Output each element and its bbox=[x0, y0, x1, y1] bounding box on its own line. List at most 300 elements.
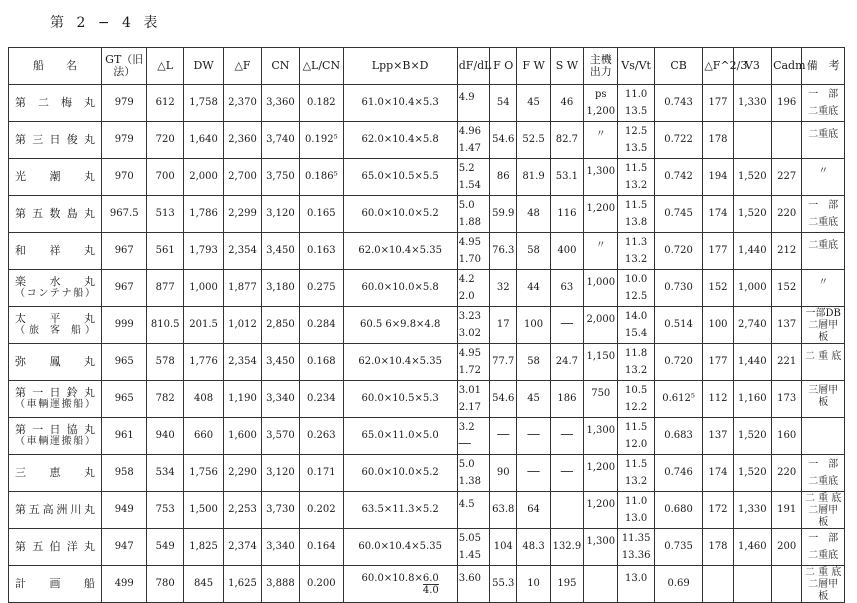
light-displacement-value: 753 bbox=[147, 492, 183, 529]
table-row bbox=[9, 85, 845, 122]
engine-power-value bbox=[584, 233, 618, 270]
cubic-number-value: 3,120 bbox=[261, 196, 299, 233]
draft-ratio-value-line: 2.17 bbox=[458, 401, 482, 413]
draft-ratio-value bbox=[457, 418, 489, 455]
ship-type: （車輌運搬船） bbox=[15, 399, 95, 410]
cubic-number-value: 3,750 bbox=[261, 159, 299, 196]
speed-cubed-value: 1,000 bbox=[733, 270, 771, 307]
displacement-power-value: 137 bbox=[703, 418, 733, 455]
full-displacement-value: 2,354 bbox=[224, 233, 261, 270]
admiralty-coefficient-value: 160 bbox=[772, 418, 802, 455]
full-displacement-value: 1,600 bbox=[224, 418, 261, 455]
column-header: CN bbox=[261, 48, 299, 85]
draft-ratio-value bbox=[457, 196, 489, 233]
admiralty-coefficient-value: 200 bbox=[772, 529, 802, 566]
remark-value bbox=[802, 529, 845, 566]
cubic-number-value: 3,888 bbox=[261, 566, 299, 603]
light-displacement-value: 561 bbox=[147, 233, 183, 270]
dimensions-text: 63.5×11.3×5.2 bbox=[361, 504, 439, 515]
fresh-water-value: 52.5 bbox=[517, 122, 550, 159]
draft-ratio-value-line: 3.02 bbox=[458, 327, 482, 339]
cubic-number-value: 3,340 bbox=[261, 381, 299, 418]
column-header: △F^2/3 bbox=[703, 48, 733, 85]
dimensions-value bbox=[343, 85, 457, 122]
deadweight-value: 1,640 bbox=[183, 122, 223, 159]
dimensions-value bbox=[343, 566, 457, 603]
fuel-oil-value: 104 bbox=[490, 529, 517, 566]
speed-value bbox=[618, 455, 654, 492]
fresh-water-value: 81.9 bbox=[517, 159, 550, 196]
deadweight-value: 1,000 bbox=[183, 270, 223, 307]
block-coefficient-value: 0.720 bbox=[654, 344, 703, 381]
displacement-ratio-value: 0.163 bbox=[300, 233, 343, 270]
speed-value-line: 11.5 bbox=[625, 199, 648, 211]
engine-power-value-line: 1,200 bbox=[586, 105, 616, 117]
dimensions-text: 65.0×11.0×5.0 bbox=[361, 430, 439, 441]
engine-power-value bbox=[584, 455, 618, 492]
fuel-oil-value: ── bbox=[490, 418, 517, 455]
gt-value: 967 bbox=[102, 233, 147, 270]
speed-value-line: 14.0 bbox=[625, 310, 648, 322]
deadweight-value: 408 bbox=[183, 381, 223, 418]
block-coefficient-value: 0.680 bbox=[654, 492, 703, 529]
dimensions-value bbox=[343, 381, 457, 418]
engine-power-value bbox=[584, 85, 618, 122]
remark-value-line: 一 部 bbox=[808, 532, 839, 544]
speed-value-line: 13.0 bbox=[625, 572, 648, 584]
table-row bbox=[9, 233, 845, 270]
dimensions-value bbox=[343, 529, 457, 566]
column-header: Lpp×B×D bbox=[343, 48, 457, 85]
displacement-power-value: 172 bbox=[703, 492, 733, 529]
column-header: DW bbox=[183, 48, 223, 85]
fuel-oil-value: 90 bbox=[490, 455, 517, 492]
ship-name: 第五高洲川丸 bbox=[15, 503, 95, 516]
fresh-water-value: 45 bbox=[517, 85, 550, 122]
fresh-water-value: 48.3 bbox=[517, 529, 550, 566]
fresh-water-value: 48 bbox=[517, 196, 550, 233]
remark-value-line: 二重底 bbox=[808, 549, 839, 561]
dimensions-text: 60.0×10.5×5.3 bbox=[361, 393, 439, 404]
block-coefficient-value: 0.742 bbox=[654, 159, 703, 196]
dimensions-value bbox=[343, 418, 457, 455]
draft-ratio-value-line: 1.38 bbox=[458, 475, 482, 487]
fuel-oil-value: 17 bbox=[490, 307, 517, 344]
fuel-oil-value: 86 bbox=[490, 159, 517, 196]
ship-name: 第 一 日 鈴 丸 bbox=[15, 386, 95, 399]
engine-power-value-line: ps bbox=[594, 88, 607, 100]
speed-value-line: 13.5 bbox=[625, 105, 648, 117]
dimensions-value bbox=[343, 270, 457, 307]
speed-cubed-value: 1,440 bbox=[733, 344, 771, 381]
displacement-ratio-value: 0.192⁵ bbox=[300, 122, 343, 159]
speed-value-line: 13.2 bbox=[625, 475, 648, 487]
draft-ratio-value bbox=[457, 344, 489, 381]
ship-name-cell bbox=[9, 196, 102, 233]
displacement-power-value: 194 bbox=[703, 159, 733, 196]
table-row bbox=[9, 381, 845, 418]
ship-comparison-table bbox=[8, 47, 845, 603]
dimensions-text: 60.0×10.0×5.2 bbox=[361, 208, 439, 219]
ship-name: 弥 鳳 丸 bbox=[15, 355, 95, 368]
draft-ratio-value bbox=[457, 455, 489, 492]
full-displacement-value: 2,299 bbox=[224, 196, 261, 233]
speed-cubed-value bbox=[733, 566, 771, 603]
deadweight-value: 1,825 bbox=[183, 529, 223, 566]
gt-value: 949 bbox=[102, 492, 147, 529]
light-displacement-value: 700 bbox=[147, 159, 183, 196]
block-coefficient-value: 0.743 bbox=[654, 85, 703, 122]
speed-value-line: 15.4 bbox=[625, 327, 648, 339]
remark-value-line: 〃 bbox=[818, 276, 829, 288]
engine-power-value-line: 1,000 bbox=[586, 276, 616, 288]
deadweight-value: 660 bbox=[183, 418, 223, 455]
gt-value: 965 bbox=[102, 381, 147, 418]
speed-cubed-value: 1,520 bbox=[733, 196, 771, 233]
light-displacement-value: 810.5 bbox=[147, 307, 183, 344]
sea-water-value: 195 bbox=[550, 566, 583, 603]
admiralty-coefficient-value: 227 bbox=[772, 159, 802, 196]
speed-value bbox=[618, 529, 654, 566]
sea-water-value: 53.1 bbox=[550, 159, 583, 196]
displacement-power-value: 177 bbox=[703, 233, 733, 270]
remark-value-line: 一 部 bbox=[808, 458, 839, 470]
displacement-ratio-value: 0.186⁵ bbox=[300, 159, 343, 196]
speed-value-line: 11.5 bbox=[625, 421, 648, 433]
displacement-power-value bbox=[703, 566, 733, 603]
ship-name-cell bbox=[9, 492, 102, 529]
column-header: F O bbox=[490, 48, 517, 85]
dimensions-text: 62.0×10.4×5.35 bbox=[358, 245, 442, 256]
fuel-oil-value: 76.3 bbox=[490, 233, 517, 270]
remark-value-line: 二重底 bbox=[808, 128, 839, 140]
draft-ratio-value-line: 3.2 bbox=[458, 421, 475, 433]
column-header: 船 名 bbox=[9, 48, 102, 85]
speed-value-line: 13.2 bbox=[625, 179, 648, 191]
cubic-number-value: 3,340 bbox=[261, 529, 299, 566]
light-displacement-value: 780 bbox=[147, 566, 183, 603]
light-displacement-value: 940 bbox=[147, 418, 183, 455]
ship-name: 太 平 丸 bbox=[15, 312, 95, 325]
block-coefficient-value: 0.720 bbox=[654, 233, 703, 270]
engine-power-value-line: 1,300 bbox=[586, 535, 616, 547]
depth-fraction bbox=[423, 573, 439, 596]
displacement-ratio-value: 0.164 bbox=[300, 529, 343, 566]
fuel-oil-value: 63.8 bbox=[490, 492, 517, 529]
draft-ratio-value bbox=[457, 159, 489, 196]
displacement-ratio-value: 0.168 bbox=[300, 344, 343, 381]
dimensions-text: 60.0×10.8× bbox=[361, 572, 423, 584]
ship-name: 第 三 日 俊 丸 bbox=[15, 133, 95, 146]
displacement-power-value: 100 bbox=[703, 307, 733, 344]
light-displacement-value: 534 bbox=[147, 455, 183, 492]
full-displacement-value: 2,374 bbox=[224, 529, 261, 566]
sea-water-value: 46 bbox=[550, 85, 583, 122]
ship-type: （コンテナ船） bbox=[15, 288, 95, 299]
displacement-ratio-value: 0.275 bbox=[300, 270, 343, 307]
ship-name-cell bbox=[9, 270, 102, 307]
ship-name: 第 五 数 島 丸 bbox=[15, 207, 95, 220]
engine-power-value bbox=[584, 529, 618, 566]
light-displacement-value: 782 bbox=[147, 381, 183, 418]
admiralty-coefficient-value: 191 bbox=[772, 492, 802, 529]
fuel-oil-value: 55.3 bbox=[490, 566, 517, 603]
deadweight-value: 1,786 bbox=[183, 196, 223, 233]
admiralty-coefficient-value: 220 bbox=[772, 196, 802, 233]
remark-value bbox=[802, 233, 845, 270]
gt-value: 499 bbox=[102, 566, 147, 603]
speed-value-line: 11.8 bbox=[625, 347, 648, 359]
draft-ratio-value-line: 2.0 bbox=[458, 290, 475, 302]
displacement-ratio-value: 0.284 bbox=[300, 307, 343, 344]
fresh-water-value: ── bbox=[517, 418, 550, 455]
remark-value-line: 一部DB bbox=[805, 308, 841, 319]
block-coefficient-value: 0.722 bbox=[654, 122, 703, 159]
speed-cubed-value: 1,460 bbox=[733, 529, 771, 566]
ship-name-cell bbox=[9, 85, 102, 122]
draft-ratio-value-line: 3.23 bbox=[458, 310, 482, 322]
displacement-power-value: 177 bbox=[703, 85, 733, 122]
engine-power-value-line: 2,000 bbox=[586, 313, 616, 325]
remark-value bbox=[802, 307, 845, 344]
speed-value bbox=[618, 270, 654, 307]
speed-value bbox=[618, 492, 654, 529]
ship-name: 計 画 船 bbox=[15, 577, 95, 590]
dimensions-text: 65.0×10.5×5.5 bbox=[361, 171, 439, 182]
ship-name: 第 一 日 協 丸 bbox=[15, 423, 95, 436]
column-header: 主機出力 bbox=[584, 48, 618, 85]
ship-name-cell bbox=[9, 122, 102, 159]
cubic-number-value: 3,450 bbox=[261, 233, 299, 270]
light-displacement-value: 578 bbox=[147, 344, 183, 381]
deadweight-value: 2,000 bbox=[183, 159, 223, 196]
displacement-power-value: 112 bbox=[703, 381, 733, 418]
full-displacement-value: 2,290 bbox=[224, 455, 261, 492]
column-header: △F bbox=[224, 48, 261, 85]
remark-value-line: 二 重 底 bbox=[805, 567, 842, 578]
light-displacement-value: 549 bbox=[147, 529, 183, 566]
ship-name-cell bbox=[9, 159, 102, 196]
remark-value-line: 二層甲板 bbox=[808, 505, 839, 528]
displacement-power-value: 174 bbox=[703, 196, 733, 233]
speed-cubed-value: 1,160 bbox=[733, 381, 771, 418]
ship-name-cell bbox=[9, 233, 102, 270]
gt-value: 967.5 bbox=[102, 196, 147, 233]
column-header: △L bbox=[147, 48, 183, 85]
admiralty-coefficient-value: 137 bbox=[772, 307, 802, 344]
fresh-water-value: 10 bbox=[517, 566, 550, 603]
cubic-number-value: 3,450 bbox=[261, 344, 299, 381]
draft-ratio-value-line: 1.70 bbox=[458, 253, 482, 265]
full-displacement-value: 2,360 bbox=[224, 122, 261, 159]
remark-value bbox=[802, 381, 845, 418]
draft-ratio-value-line: 1.72 bbox=[458, 364, 482, 376]
sea-water-value: 132.9 bbox=[550, 529, 583, 566]
fresh-water-value: 58 bbox=[517, 344, 550, 381]
engine-power-value-line: 1,300 bbox=[586, 165, 616, 177]
remark-value-line: 一 部 bbox=[808, 88, 839, 100]
speed-value bbox=[618, 418, 654, 455]
speed-value-line: 12.5 bbox=[625, 290, 648, 302]
sea-water-value: 186 bbox=[550, 381, 583, 418]
dimensions-text: 62.0×10.4×5.8 bbox=[361, 134, 439, 145]
draft-ratio-value-line: 4.2 bbox=[458, 273, 475, 285]
column-header: Cadm bbox=[772, 48, 802, 85]
column-header: dF/dL bbox=[457, 48, 489, 85]
gt-value: 947 bbox=[102, 529, 147, 566]
admiralty-coefficient-value bbox=[772, 122, 802, 159]
speed-value-line: 13.2 bbox=[625, 364, 648, 376]
fraction-numerator: 6.0 bbox=[422, 572, 439, 584]
draft-ratio-value-line: 4.95 bbox=[458, 236, 482, 248]
remark-value-line: 一 部 bbox=[808, 199, 839, 211]
block-coefficient-value: 0.745 bbox=[654, 196, 703, 233]
speed-value-line: 11.3 bbox=[625, 236, 648, 248]
speed-value-line: 11.0 bbox=[625, 88, 648, 100]
draft-ratio-value bbox=[457, 85, 489, 122]
full-displacement-value: 2,700 bbox=[224, 159, 261, 196]
remark-value bbox=[802, 418, 845, 455]
cubic-number-value: 3,120 bbox=[261, 455, 299, 492]
draft-ratio-value bbox=[457, 233, 489, 270]
gt-value: 999 bbox=[102, 307, 147, 344]
fresh-water-value: 58 bbox=[517, 233, 550, 270]
dimensions-value bbox=[343, 122, 457, 159]
remark-value-line: 二 重 底 bbox=[805, 493, 842, 504]
sea-water-value: 63 bbox=[550, 270, 583, 307]
draft-ratio-value-line: 1.45 bbox=[458, 549, 482, 561]
column-header: GT（旧法） bbox=[102, 48, 147, 85]
engine-power-value bbox=[584, 344, 618, 381]
draft-ratio-value-line: 1.47 bbox=[458, 142, 482, 154]
ship-name-cell bbox=[9, 344, 102, 381]
sea-water-value: 24.7 bbox=[550, 344, 583, 381]
fuel-oil-value: 77.7 bbox=[490, 344, 517, 381]
engine-power-value-line: 1,150 bbox=[586, 350, 616, 362]
speed-cubed-value: 1,520 bbox=[733, 418, 771, 455]
table-row bbox=[9, 122, 845, 159]
dimensions-value bbox=[343, 196, 457, 233]
displacement-ratio-value: 0.263 bbox=[300, 418, 343, 455]
displacement-power-value: 174 bbox=[703, 455, 733, 492]
draft-ratio-value bbox=[457, 122, 489, 159]
speed-value-line: 10.0 bbox=[625, 273, 648, 285]
dimensions-text: 60.0×10.0×5.2 bbox=[361, 467, 439, 478]
draft-ratio-value-line: 1.88 bbox=[458, 216, 482, 228]
speed-cubed-value: 1,520 bbox=[733, 159, 771, 196]
draft-ratio-value-line: 1.54 bbox=[458, 179, 482, 191]
remark-value bbox=[802, 455, 845, 492]
remark-value-line: 二重底 bbox=[808, 216, 839, 228]
table-row bbox=[9, 455, 845, 492]
displacement-ratio-value: 0.200 bbox=[300, 566, 343, 603]
ship-name-cell bbox=[9, 307, 102, 344]
speed-value-line: 10.5 bbox=[625, 384, 648, 396]
speed-cubed-value bbox=[733, 122, 771, 159]
ship-name: 第 五 伯 洋 丸 bbox=[15, 540, 95, 553]
ship-name: 三 恵 丸 bbox=[15, 466, 95, 479]
engine-power-value bbox=[584, 307, 618, 344]
remark-value-line: 二重底 bbox=[808, 239, 839, 251]
speed-value-line: 13.0 bbox=[625, 512, 648, 524]
dimensions-value bbox=[343, 307, 457, 344]
speed-value-line: 13.2 bbox=[625, 253, 648, 265]
gt-value: 979 bbox=[102, 122, 147, 159]
fuel-oil-value: 54.6 bbox=[490, 381, 517, 418]
displacement-power-value: 178 bbox=[703, 529, 733, 566]
fresh-water-value: 44 bbox=[517, 270, 550, 307]
header-row bbox=[9, 48, 845, 85]
displacement-power-value: 152 bbox=[703, 270, 733, 307]
speed-value-line: 12.5 bbox=[625, 125, 648, 137]
draft-ratio-value-line: 4.9 bbox=[458, 91, 475, 103]
draft-ratio-value-line: 3.01 bbox=[458, 384, 482, 396]
speed-value-line: 13.5 bbox=[625, 142, 648, 154]
cubic-number-value: 3,180 bbox=[261, 270, 299, 307]
fresh-water-value: 64 bbox=[517, 492, 550, 529]
sea-water-value: 82.7 bbox=[550, 122, 583, 159]
displacement-power-value: 178 bbox=[703, 122, 733, 159]
admiralty-coefficient-value: 196 bbox=[772, 85, 802, 122]
deadweight-value: 1,758 bbox=[183, 85, 223, 122]
remark-value bbox=[802, 344, 845, 381]
gt-value: 979 bbox=[102, 85, 147, 122]
full-displacement-value: 1,625 bbox=[224, 566, 261, 603]
deadweight-value: 1,793 bbox=[183, 233, 223, 270]
light-displacement-value: 877 bbox=[147, 270, 183, 307]
engine-power-value-line: 1,300 bbox=[586, 424, 616, 436]
remark-value bbox=[802, 196, 845, 233]
draft-ratio-value-line: 4.95 bbox=[458, 347, 482, 359]
sea-water-value: ── bbox=[550, 307, 583, 344]
remark-value bbox=[802, 159, 845, 196]
sea-water-value bbox=[550, 492, 583, 529]
fuel-oil-value: 54.6 bbox=[490, 122, 517, 159]
draft-ratio-value-line: 3.60 bbox=[458, 572, 482, 584]
speed-cubed-value: 1,330 bbox=[733, 85, 771, 122]
table-row bbox=[9, 529, 845, 566]
column-header: CB bbox=[654, 48, 703, 85]
gt-value: 970 bbox=[102, 159, 147, 196]
cubic-number-value: 3,360 bbox=[261, 85, 299, 122]
engine-power-value-line: 1,200 bbox=[586, 498, 616, 510]
speed-value bbox=[618, 381, 654, 418]
fresh-water-value: 45 bbox=[517, 381, 550, 418]
speed-cubed-value: 1,440 bbox=[733, 233, 771, 270]
gt-value: 965 bbox=[102, 344, 147, 381]
speed-cubed-value: 2,740 bbox=[733, 307, 771, 344]
engine-power-value-line: 1,200 bbox=[586, 461, 616, 473]
speed-value bbox=[618, 122, 654, 159]
table-title: 第 2 − 4 表 bbox=[50, 15, 162, 31]
deadweight-value: 845 bbox=[183, 566, 223, 603]
sea-water-value: 116 bbox=[550, 196, 583, 233]
engine-power-value bbox=[584, 418, 618, 455]
sea-water-value: ── bbox=[550, 418, 583, 455]
speed-value-line: 11.0 bbox=[625, 495, 648, 507]
engine-power-value bbox=[584, 566, 618, 603]
ship-name: 光 潮 丸 bbox=[15, 170, 95, 183]
full-displacement-value: 1,012 bbox=[224, 307, 261, 344]
block-coefficient-value: 0.746 bbox=[654, 455, 703, 492]
engine-power-value bbox=[584, 492, 618, 529]
remark-value-line: 二層甲板 bbox=[808, 579, 839, 602]
light-displacement-value: 612 bbox=[147, 85, 183, 122]
remark-value-line: 二重底 bbox=[808, 105, 839, 117]
fuel-oil-value: 54 bbox=[490, 85, 517, 122]
table-row bbox=[9, 159, 845, 196]
dimensions-text: 60.0×10.0×5.8 bbox=[361, 282, 439, 293]
